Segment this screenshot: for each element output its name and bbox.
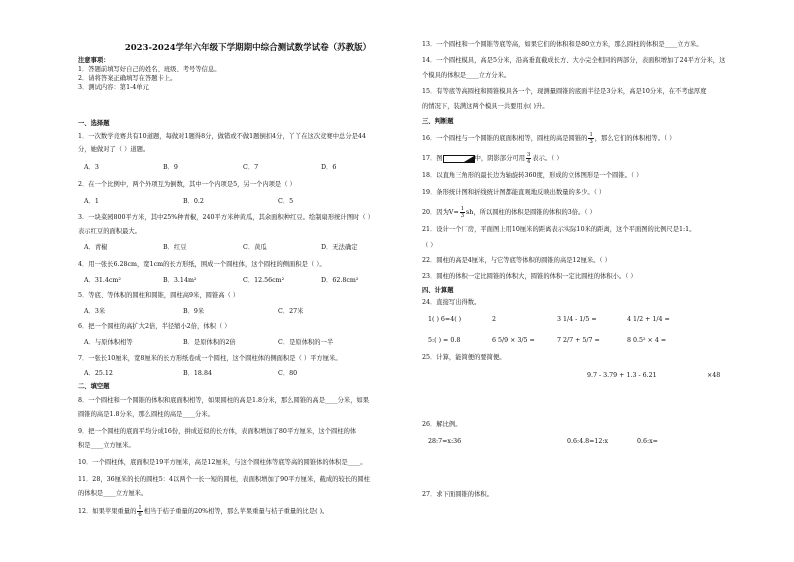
q4-opt-b: B．3.14m² [163,277,197,284]
q16-part-b: ，那么它们的体积相等。（ ） [594,135,676,142]
q18-text: 18．以直角三角形的最长边为轴旋转360度，形成的立体图形是一个圆锥。（ ） [422,172,643,179]
q6-opt-c: C．是原体积的一半 [278,339,334,346]
q5-opt-c: C．27米 [278,308,304,315]
q21-line2: （ ） [422,242,437,249]
q1-opt-b: B．9 [163,164,178,171]
q23-text: 23．圆柱的体积一定比圆锥的体积大，圆锥的体积一定比圆柱的体积小。（ ） [422,273,637,280]
page-title: 2023-2024学年六年级下学期期中综合测试数学试卷（苏教版） [124,43,372,53]
q20-frac-den: 3 [460,213,465,219]
q6-opt-a: A．与原体积相等 [84,339,133,346]
q8-line2: 圆锥的高是1.8分米，那么圆柱的高是____分米。 [78,411,214,418]
q1-line2: 分，她做对了（ ）道题。 [78,146,150,153]
q4-opt-d: D．62.8cm² [321,277,359,284]
q24-item-3: 3 1/4 - 1/5 = [557,316,597,323]
q3-opt-a: A．青椒 [84,244,108,251]
note-3: 3．测试内容：第1-4单元 [78,84,149,91]
q3-opt-b: B．红豆 [163,244,187,251]
q16-frac-num: 1 [589,132,593,138]
q7-opt-c: C．80 [278,370,298,377]
q9-line1: 9．把一个圆柱的底面平均分成16份，拼成近似的长方体，表面积增加了80平方厘米，这个圆柱的体 [78,428,357,435]
q2-opt-b: B．0.2 [183,198,204,205]
q6-opt-b: B．是原体积的2倍 [183,339,236,346]
q20-part-a: 20．因为V= [422,209,459,216]
q20-part-b: sh，所以圆柱的体积是圆锥的体积的3倍。（ ） [466,209,596,216]
q15-line2: 的情况下，装满这两个模具一共要用水( )升。 [422,103,549,110]
q24-text: 24．直接写出得数。 [422,299,481,306]
q12-part-a: 12．如果苹果重量的 [78,508,137,515]
q12-frac-den: 6 [138,512,142,518]
q1-opt-c: C．7 [243,164,259,171]
q3-line1: 3．一块菜园800平方米，其中25%种青椒，240平方米种黄瓜，其余面积种红豆。绘制扇形统计图时（ ） [78,214,374,221]
q19-text: 19．条形统计图和折线统计图都能直观地反映出数量的多少。（ ） [422,189,606,196]
right-column [422,0,762,562]
q16-text [422,132,762,145]
q17-frac-num: 3 [526,152,531,158]
q16-fraction [588,132,593,145]
q26-item-4: 0.6:x= [637,438,658,445]
q20-frac-num: 1 [460,206,465,212]
q26-text: 26．解比例。 [422,421,462,428]
q24-item-8: 8 0.5² × 4 = [627,337,667,344]
q5-opt-b: B．9米 [183,308,205,315]
q26-item-1: 28:7=x:36 [428,438,462,445]
note-2: 2．请将答案正确填写在答题卡上。 [78,75,177,82]
q3-opt-d: D．无法确定 [321,244,358,251]
q20-fraction [460,206,465,219]
section-fill: 二、填空题 [78,383,110,390]
q5-text: 5．等底、等体积的圆柱和圆锥，圆柱高9米，圆锥高（ ） [78,292,240,299]
q2-opt-a: A．1 [84,198,99,205]
shaded-rectangle-figure [443,155,475,163]
section-calc: 四、计算题 [422,287,454,294]
q2-text: 2．在一个比例中，两个外项互为倒数，其中一个内项是5，另一个内项是（ ） [78,181,296,188]
q17-text [422,152,762,165]
q25-text: 25．计算，能简便的要简便。 [422,354,506,361]
q27-text: 27．求下面圆锥的体积。 [422,491,493,498]
q1-line1: 1．一次数学竞赛共有10道题，每做对1题得8分，做错或不做1题倒扣4分，丫丫在这次竞赛中总分是44 [78,133,366,140]
q4-opt-a: A．31.4cm² [84,277,121,284]
q3-opt-c: C．黄瓜 [243,244,267,251]
q21-line1: 21．设计一个厂房，平面图上用10厘米的距离表示实际10米的距离，这个平面图的比例尺是1:1。 [422,226,696,233]
q24-item-7: 7 2/7 + 5/7 = [557,337,600,344]
q24-item-2: 2 [492,316,497,323]
note-1: 1．答题前填写好自己的姓名、班级、考号等信息。 [78,66,221,73]
q5-opt-a: A．3米 [84,308,106,315]
q7-opt-a: A．25.12 [84,370,113,377]
q20-text [422,206,762,219]
q14-line2: 个模具的体积是____立方分米。 [422,72,511,79]
q17-frac-den: 4 [526,159,531,165]
q12-fraction [137,505,142,518]
q17-part-a: 17．图 [422,155,443,162]
q1-opt-a: A．3 [84,164,99,171]
notes-heading: 注意事项： [78,57,110,64]
q16-frac-den: 3 [589,139,593,145]
left-column [78,0,418,562]
q9-line2: 积是____立方厘米。 [78,442,135,449]
q15-line1: 15．有等底等高圆柱和圆锥模具各一个，现测量圆锥的底面半径是3分米，高是10分米，在不考虑厚度 [422,88,707,95]
q13-text: 13．一个圆柱和一个圆锥等底等高，如果它们的体积和是80立方米，那么圆柱的体积是____立方米。 [422,41,703,48]
q2-opt-c: C．5 [278,198,294,205]
q25-item-4-tail: ×48 [707,372,721,379]
q1-opt-d: D．6 [321,164,337,171]
q11-line1: 11．28，36厘米的长的圆柱5：4以两个一长一短的圆柱，表面积增加了90平方厘米，截成的较长的圆柱 [78,476,370,483]
q6-text: 6．把一个圆柱的高扩大2倍，半径缩小2倍，体积（ ） [78,323,231,330]
q26-item-3: 0.6:4.8=12:x [567,438,609,445]
q24-item-5: 5:( ) = 0.8 [428,337,461,344]
q11-line2: 的体积是____立方厘米。 [78,490,148,497]
q24-item-1: 1( ) 6=4( ) [428,316,462,323]
q12-text [78,505,418,518]
q12-frac-num: 1 [138,505,142,511]
section-judge: 三、判断题 [422,118,454,125]
q8-line1: 8．一个圆柱和一个圆锥的体积和底面积相等，如果圆柱的高是1.8分米，那么圆锥的高是____分米，如果 [78,397,370,404]
q7-opt-b: B．18.84 [183,370,212,377]
section-choice: 一、选择题 [78,120,110,127]
q24-item-6: 6 5/9 × 3/5 = [492,337,535,344]
q3-line2: 表示红豆的面积最大。 [78,228,141,235]
q16-part-a: 16．一个圆柱与一个圆锥的底面积相等，圆柱的高是圆锥的 [422,135,588,142]
q25-item-3: 9.7 - 3.79 + 1.3 - 6.21 [587,372,657,379]
shaded-triangle [464,156,474,162]
q17-fraction [526,152,531,165]
q24-item-4: 4 1/2 + 1/4 = [627,316,670,323]
q17-part-b: 中，阴影部分可用 [474,155,525,162]
q4-opt-c: C．12.56cm² [243,277,285,284]
q14-line1: 14．一个圆柱模具，高是5分米，沿高垂直截成长方、大小完全相同的两部分，表面积增加了24平方分米，这 [422,57,726,64]
q10-text: 10．一个圆柱体，底面积是19平方厘米，高是12厘米，与这个圆柱体等底等高的圆锥体的体积是____。 [78,459,367,466]
q12-part-b: 相当于桔子重量的20%相等，那么苹果重量与桔子重量的比是( )。 [143,508,329,515]
q7-text: 7．一张长10厘米，宽8厘米的长方形纸卷成一个圆柱，这个圆柱体的侧面积是（ ）平方厘米。 [78,355,342,362]
q4-text: 4．用一张长6.28cm，宽1cm的长方形纸，围成一个圆柱体，这个圆柱的侧面积是（ ）。 [78,261,326,268]
q17-part-c: 表示。（ ） [532,155,563,162]
q22-text: 22．圆柱的高是4厘米，与它等底等体积的圆锥的高是12厘米。（ ） [422,257,611,264]
